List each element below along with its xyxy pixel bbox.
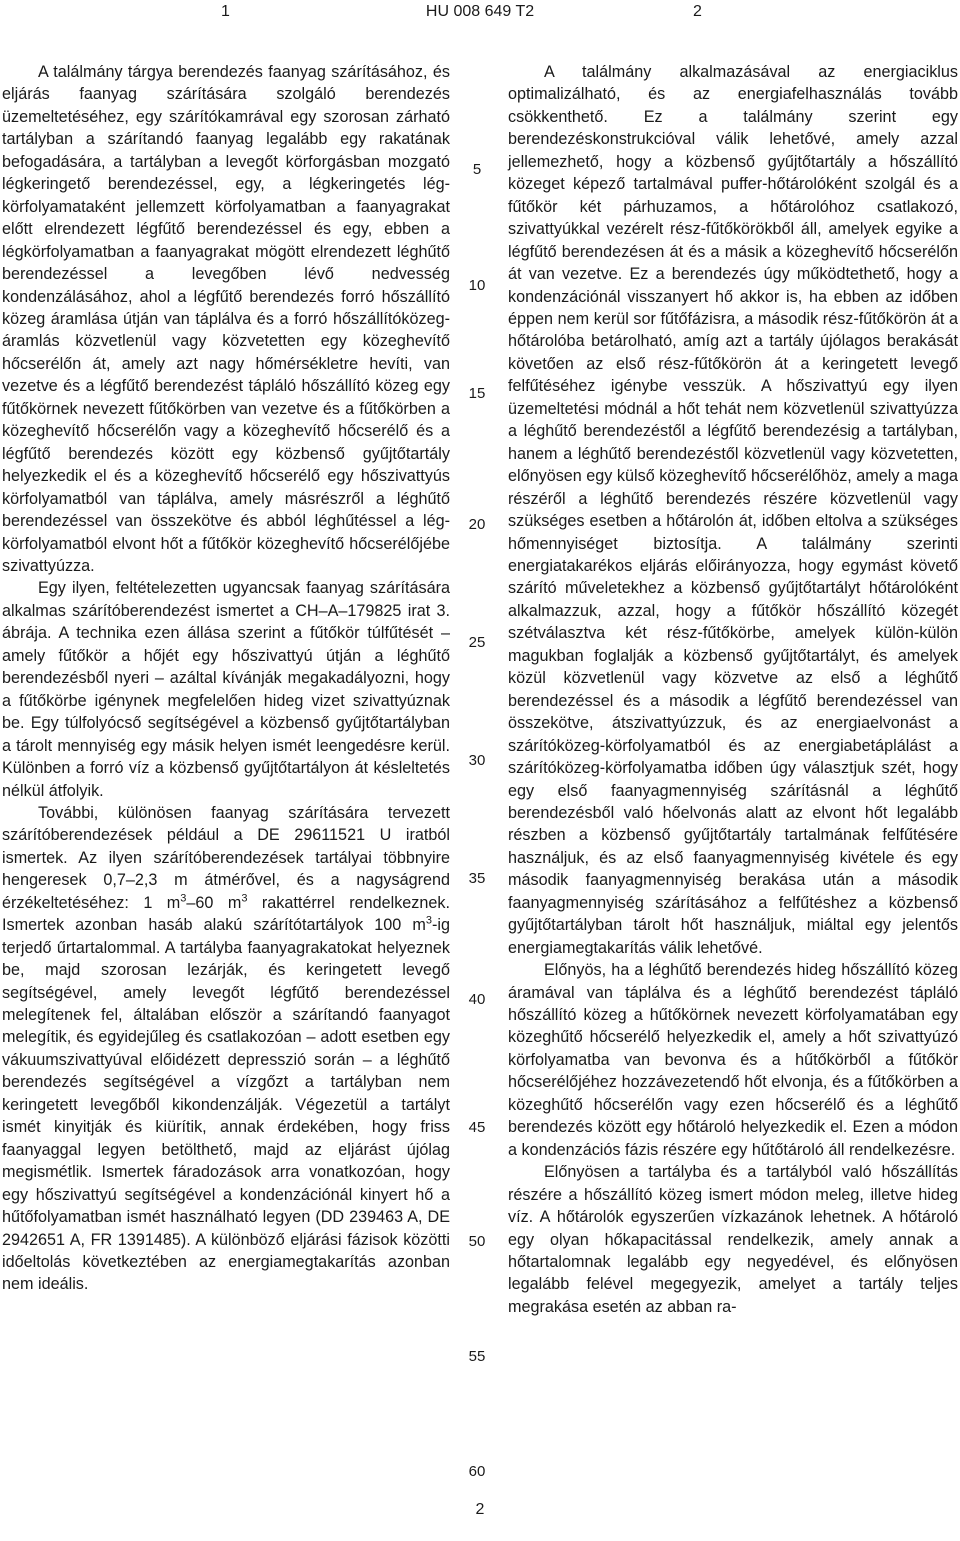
line-number: 55 xyxy=(468,1348,486,1365)
line-number: 30 xyxy=(468,752,486,769)
line-number: 20 xyxy=(468,516,486,533)
line-number: 5 xyxy=(472,161,482,178)
superscript-3: 3 xyxy=(425,914,432,927)
line-number: 40 xyxy=(468,991,486,1008)
left-paragraph-1: A találmány tárgya berendezés faanyag szárításához, és eljárás faanyag szárítására szolgáló berendezés üzemeltetéséhez, egy szárítókamrával egy szorosan zárható tartályban a szárítandó faanyag legalább egy rakatának befogadására, a tartályban a levegőt körforgásban mozgató légkeringető berendezéssel, egy, a légkeringetés lég-körfolyamataként jellemzett körfolyamatban a faanyagrakat előtt elrendezett légfűtő berendezéssel és egy, ebben a légkörfolyamatban a faanyagrakat mögött elrendezett léghűtő berendezéssel a levegőben lévő nedvesség kondenzálásához, ahol a légfűtő berendezés forró hőszállító közeg áramlása útján van táplálva és a forró hőszállítóközeg-áramlás közvetlenül vagy közvetetten egy közeghevítő hőcserélőn át, amely azt nagy hőmérsékletre hevíti, van vezetve és a légfűtő berendezést tápláló hőszállító közeg egy fűtőkörnek nevezett fűtőkörben van vezetve és a fűtőkörben a közeghevítő hőcserélőn vagy a közeghevítő hőcserélő és a légfűtő berendezés között egy közbenső gyűjtőtartály helyezkedik el és a közeghevítő hőcserélő egy hőszivattyús körfolyamatból van táplálva, amely másrészről a léghűtő berendezéssel van összekötve és abból léghűtéssel a lég-körfolyamatból elvont hőt a fűtőkör közeghevítő hőcserélőjébe szivattyúzza. xyxy=(2,63,450,575)
left-p3-part-d: -ig terjedő űrtartalommal. A tartályba faanyagrakatokat helyeznek be, majd szorosan lezárják, és keringetett levegő segítségével, amely levegőt légfűtő berendezéssel melegítenek fel, általában először a szárítandó faanyagot melegítik, és egyidejűleg és csatlakozóan – adott esetben egy vákuumszivattyúval előidézett depresszió során – a léghűtő berendezés segítségével a vízgőzt a tartályban nem keringetett levegőből kikondenzálják. Végezetül a tartályt ismét kinyitják és kiürítik, annak érdekében, hogy friss faanyaggal legyen betölthető, majd az eljárást újólag megismétlik. Ismertek fáradozások arra vonatkozóan, hogy egy hőszivattyú segítségével a kondenzációnál kinyert hő a hűtőfolyamatban ismét használható legyen (DD 239463 A, DE 2942651 A, FR 1391485). A különböző eljárási fázisok közötti időeltolás következtében az energiamegtakarítás azonban nem ideális. xyxy=(2,916,450,1294)
header-document-id: HU 008 649 T2 xyxy=(425,3,535,20)
left-p3-part-b: –60 m xyxy=(186,893,242,912)
left-text-column xyxy=(2,61,450,1296)
line-number: 50 xyxy=(468,1233,486,1250)
left-p3-part-a: További, különösen faanyag szárítására tervezett szárítóberendezések például a DE 29611521 U iratból ismertek. Az ilyen szárítóberendezések tartályai többnyire hengeresek 0,7–2,3 m átmérővel, és a nagyságrend érzékeltetéséhez: 1 m xyxy=(2,803,450,912)
footer-page-number: 2 xyxy=(475,1501,485,1518)
right-text-column xyxy=(508,61,958,1318)
line-number: 60 xyxy=(468,1463,486,1480)
line-number: 45 xyxy=(468,1119,486,1136)
line-number: 35 xyxy=(468,870,486,887)
right-paragraph-2: Előnyös, ha a léghűtő berendezés hideg hőszállító közeg áramával van táplálva és a léghűtő berendezést tápláló hőszállító közeg a hűtőkörnek nevezett körfolyamatában egy közeghűtő hőcserélő helyezkedik el, amely a hőt szivattyúzó körfolyamatba van bevonva és a hűtőkörből a fűtőkör hőcserélőjéhez hozzávezetendő hőt elvonja, és a fűtőkörben a közeghűtő hőcserélőn vagy ezen hőcserélő és a léghűtő berendezés között egy hőtároló helyezkedik el. Ezen a módon a kondenzációs fázis részére egy hűtőtároló áll rendelkezésre. xyxy=(508,961,958,1159)
right-paragraph-1: A találmány alkalmazásával az energiaciklus optimalizálható, és az energiafelhasználás tovább csökkenthető. Ez a találmány szerint egy berendezéskonstrukcióval válik lehetővé, amely azzal jellemezhető, hogy a közbenső gyűjtőtartály a hőszállító közeget képező tartalmával puffer-hőtárolóként szolgál és a fűtőkör két párhuzamos, a hőtárolóhoz csatlakozó, szivattyúkkal vezérelt rész-fűtőkörökből áll, amelyek egyike a légfűtő berendezésen át és a másik a közeghevítő hőcserélőn át van vezetve. Ez a berendezés úgy működtethető, hogy a kondenzációnál visszanyert hő akkor is, ha ebben az időben éppen nem kerül sor fűtőfázisra, a második rész-fűtőkörön át a hőtárolóba betárolható, amíg azt a tartály újólagos berakását követően az első rész-fűtőkörön át a keringetett levegő felfűtéséhez igénybe vesszük. A hőszivattyú egy ilyen üzemeltetési módnál a hőt tehát nem közvetlenül szivattyúzza a léghűtő berendezéstől a légfűtő berendezésig a tartályban, hanem a léghűtő berendezéstől közvetlenül vagy közvetetten, előnyösen egy külső közeghevítő hőcserélőhöz, amely a maga részéről a léghűtő berendezés részére közvetlenül vagy szükséges esetben a hőtárolón át, időben eltolva a szükséges hőmennyiséget biztosítja. A találmány szerinti energiatakarékos eljárás előirányozza, hogy egymást követő szárító műveletekhez a közbenső gyűjtőtartályt hőtárolóként alkalmazzuk, azzal, hogy a fűtőkör hőszállító közegét szétválasztva két rész-fűtőkörbe, amelyek külön-külön magukban foglalják a közbenső gyűjtőtartályt, és amelyek közül közvetlenül vagy közvetve az első a léghűtő berendezéssel és a második a légfűtő berendezéssel van összekötve, átszivattyúzzuk, és az energiaelvonást a szárítóközeg-körfolyamatból és az energiabetáplálást a szárítóközeg-körfolyamatba időben úgy választjuk szét, hogy egy első faanyagmennyiség szárításnál a léghűtő berendezésből való hőelvonás alatt az elvont hőt legalább részben a közbenső gyűjtőtartály tartalmának felfűtésére használjuk, és az első faanyagmennyiség kivétele és egy második faanyagmennyiség berakása után a második faanyagmennyiség szárításához a felfűtéshez a közbenső gyűjtőtartályban tárolt hőt használjuk, miáltal egy jelentős energiamegtakarítás válik lehetővé. xyxy=(508,63,958,957)
header-page-right: 2 xyxy=(693,3,702,20)
right-paragraph-3: Előnyösen a tartályba és a tartályból való hőszállítás részére a hőszállító közeg ismert módon meleg, illetve hideg víz. A hőtárolók egyszerűen vízkazánok lehetnek. A hőtároló egy olyan hőkapacitással rendelkezik, amely annak a hőtartalomnak legalább egy negyedével, és előnyösen legalább felével megegyezik, amelyet a tartály teljes megrakása esetén az abban ra- xyxy=(508,1163,958,1316)
left-paragraph-2: Egy ilyen, feltételezetten ugyancsak faanyag szárítására alkalmas szárítóberendezést ismertet a CH–A–179825 irat 3. ábrája. A technika ezen állása szerint a fűtőkör túlfűtését – amely fűtőkör a hőjét egy hőszivattyú útján a léghűtő berendezésből nyeri – azáltal kívánják megakadályozni, hogy a fűtőkörbe igénynek megfelelően hideg vizet szivattyúznak be. Egy túlfolyócső segítségével a közbenső gyűjtőtartályban a tárolt mennyiség egy másik helyen ismét leengedésre kerül. Különben a forró víz a közbenső gyűjtőtartályon át késleltetés nélkül átfolyik. xyxy=(2,579,450,800)
left-paragraph-3 xyxy=(2,802,450,1296)
line-number: 10 xyxy=(468,277,486,294)
line-number: 25 xyxy=(468,634,486,651)
header-page-left: 1 xyxy=(221,3,230,20)
left-p3-part-c: rakattérrel rendelkeznek. Ismertek azonban hasáb alakú szárítótartályok 100 m xyxy=(2,893,450,935)
line-number: 15 xyxy=(468,385,486,402)
superscript-3: 3 xyxy=(241,892,248,905)
superscript-3: 3 xyxy=(180,892,187,905)
